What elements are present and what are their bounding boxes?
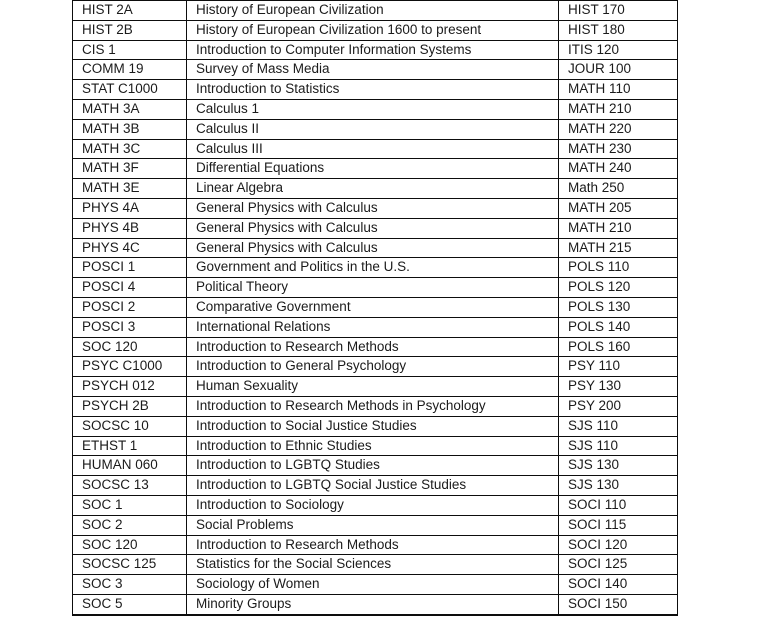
- course-code-cell: PSYC C1000: [73, 357, 187, 377]
- equivalent-code-cell: MATH 220: [559, 119, 678, 139]
- table-row: [73, 594, 678, 614]
- course-code-cell: COMM 19: [73, 60, 187, 80]
- course-code-cell: SOC 2: [73, 515, 187, 535]
- course-code-cell: PSYCH 2B: [73, 396, 187, 416]
- course-title-cell: Introduction to LGBTQ Studies: [187, 456, 559, 476]
- course-code-cell: HUMAN 060: [73, 456, 187, 476]
- course-title-cell: History of European Civilization 1600 to present: [187, 20, 559, 40]
- course-code-cell: SOC 5: [73, 594, 187, 614]
- course-code-cell: SOC 3: [73, 575, 187, 595]
- course-title-cell: International Relations: [187, 317, 559, 337]
- equivalent-code-cell: PSY 200: [559, 396, 678, 416]
- table-row: [73, 99, 678, 119]
- course-title-cell: Introduction to General Psychology: [187, 357, 559, 377]
- course-title-cell: Political Theory: [187, 278, 559, 298]
- course-code-cell: PHYS 4B: [73, 218, 187, 238]
- course-code-cell: SOC 120: [73, 535, 187, 555]
- course-title-cell: General Physics with Calculus: [187, 218, 559, 238]
- table-row: [73, 198, 678, 218]
- course-code-cell: HIST 2A: [73, 1, 187, 21]
- course-title-cell: Sociology of Women: [187, 575, 559, 595]
- table-row: [73, 297, 678, 317]
- course-title-cell: Introduction to Computer Information Systems: [187, 40, 559, 60]
- equivalent-code-cell: POLS 140: [559, 317, 678, 337]
- table-row: [73, 179, 678, 199]
- course-title-cell: Introduction to Social Justice Studies: [187, 416, 559, 436]
- table-row: [73, 495, 678, 515]
- equivalent-code-cell: SJS 110: [559, 436, 678, 456]
- course-code-cell: PHYS 4C: [73, 238, 187, 258]
- course-title-cell: Comparative Government: [187, 297, 559, 317]
- equivalent-code-cell: SOCI 110: [559, 495, 678, 515]
- course-title-cell: Minority Groups: [187, 594, 559, 614]
- course-code-cell: HIST 2B: [73, 20, 187, 40]
- course-title-cell: Calculus 1: [187, 99, 559, 119]
- equivalent-code-cell: MATH 240: [559, 159, 678, 179]
- equivalent-code-cell: PSY 110: [559, 357, 678, 377]
- table-row: [73, 159, 678, 179]
- course-title-cell: General Physics with Calculus: [187, 198, 559, 218]
- course-code-cell: POSCI 4: [73, 278, 187, 298]
- course-code-cell: POSCI 3: [73, 317, 187, 337]
- course-code-cell: SOC 1: [73, 495, 187, 515]
- equivalent-code-cell: SJS 110: [559, 416, 678, 436]
- course-code-cell: POSCI 1: [73, 258, 187, 278]
- equivalent-code-cell: SJS 130: [559, 456, 678, 476]
- table-row: [73, 476, 678, 496]
- equivalent-code-cell: HIST 170: [559, 1, 678, 21]
- course-code-cell: SOCSC 125: [73, 555, 187, 575]
- course-title-cell: Differential Equations: [187, 159, 559, 179]
- course-title-cell: Survey of Mass Media: [187, 60, 559, 80]
- table-row: [73, 20, 678, 40]
- table-row: [73, 377, 678, 397]
- equivalent-code-cell: HIST 180: [559, 20, 678, 40]
- table-row: [73, 80, 678, 100]
- course-title-cell: Statistics for the Social Sciences: [187, 555, 559, 575]
- equivalent-code-cell: SJS 130: [559, 476, 678, 496]
- equivalent-code-cell: SOCI 140: [559, 575, 678, 595]
- equivalent-code-cell: PSY 130: [559, 377, 678, 397]
- course-title-cell: Introduction to Statistics: [187, 80, 559, 100]
- course-title-cell: Calculus II: [187, 119, 559, 139]
- table-row: [73, 337, 678, 357]
- table-row: [73, 575, 678, 595]
- course-title-cell: Government and Politics in the U.S.: [187, 258, 559, 278]
- course-code-cell: SOCSC 13: [73, 476, 187, 496]
- course-title-cell: General Physics with Calculus: [187, 238, 559, 258]
- table-row: [73, 535, 678, 555]
- equivalent-code-cell: Math 250: [559, 179, 678, 199]
- course-title-cell: Introduction to Sociology: [187, 495, 559, 515]
- equivalent-code-cell: SOCI 150: [559, 594, 678, 614]
- table-row: [73, 396, 678, 416]
- course-code-cell: ETHST 1: [73, 436, 187, 456]
- course-code-cell: MATH 3F: [73, 159, 187, 179]
- equivalent-code-cell: POLS 130: [559, 297, 678, 317]
- table-row: [73, 139, 678, 159]
- course-code-cell: MATH 3A: [73, 99, 187, 119]
- course-title-cell: Introduction to Research Methods in Psychology: [187, 396, 559, 416]
- equivalent-code-cell: JOUR 100: [559, 60, 678, 80]
- course-title-cell: Introduction to Research Methods: [187, 535, 559, 555]
- course-title-cell: Introduction to LGBTQ Social Justice Studies: [187, 476, 559, 496]
- table-row: [73, 258, 678, 278]
- course-code-cell: CIS 1: [73, 40, 187, 60]
- equivalent-code-cell: SOCI 120: [559, 535, 678, 555]
- table-row: [73, 357, 678, 377]
- equivalent-code-cell: ITIS 120: [559, 40, 678, 60]
- course-title-cell: Calculus III: [187, 139, 559, 159]
- table-row: [73, 555, 678, 575]
- table-row: [73, 317, 678, 337]
- course-title-cell: History of European Civilization: [187, 1, 559, 21]
- course-code-cell: SOC 120: [73, 337, 187, 357]
- course-code-cell: MATH 3C: [73, 139, 187, 159]
- table-row: [73, 1, 678, 21]
- course-title-cell: Introduction to Research Methods: [187, 337, 559, 357]
- equivalent-code-cell: MATH 230: [559, 139, 678, 159]
- table-row: [73, 515, 678, 535]
- course-title-cell: Human Sexuality: [187, 377, 559, 397]
- table-row: [73, 238, 678, 258]
- course-code-cell: STAT C1000: [73, 80, 187, 100]
- equivalent-code-cell: MATH 210: [559, 218, 678, 238]
- table-row: [73, 278, 678, 298]
- table-row: [73, 218, 678, 238]
- equivalent-code-cell: POLS 110: [559, 258, 678, 278]
- course-code-cell: PSYCH 012: [73, 377, 187, 397]
- course-title-cell: Social Problems: [187, 515, 559, 535]
- course-equivalency-table: [72, 0, 678, 616]
- course-code-cell: POSCI 2: [73, 297, 187, 317]
- equivalent-code-cell: POLS 120: [559, 278, 678, 298]
- course-code-cell: MATH 3E: [73, 179, 187, 199]
- table-row: [73, 119, 678, 139]
- course-title-cell: Linear Algebra: [187, 179, 559, 199]
- equivalent-code-cell: MATH 205: [559, 198, 678, 218]
- equivalent-code-cell: SOCI 115: [559, 515, 678, 535]
- table-row: [73, 456, 678, 476]
- course-code-cell: MATH 3B: [73, 119, 187, 139]
- course-title-cell: Introduction to Ethnic Studies: [187, 436, 559, 456]
- equivalent-code-cell: POLS 160: [559, 337, 678, 357]
- equivalent-code-cell: MATH 215: [559, 238, 678, 258]
- equivalent-code-cell: SOCI 125: [559, 555, 678, 575]
- course-code-cell: PHYS 4A: [73, 198, 187, 218]
- table-row: [73, 40, 678, 60]
- equivalent-code-cell: MATH 110: [559, 80, 678, 100]
- table-row: [73, 436, 678, 456]
- equivalent-code-cell: MATH 210: [559, 99, 678, 119]
- course-code-cell: SOCSC 10: [73, 416, 187, 436]
- table-body: [73, 1, 678, 615]
- table-row: [73, 60, 678, 80]
- table-row: [73, 416, 678, 436]
